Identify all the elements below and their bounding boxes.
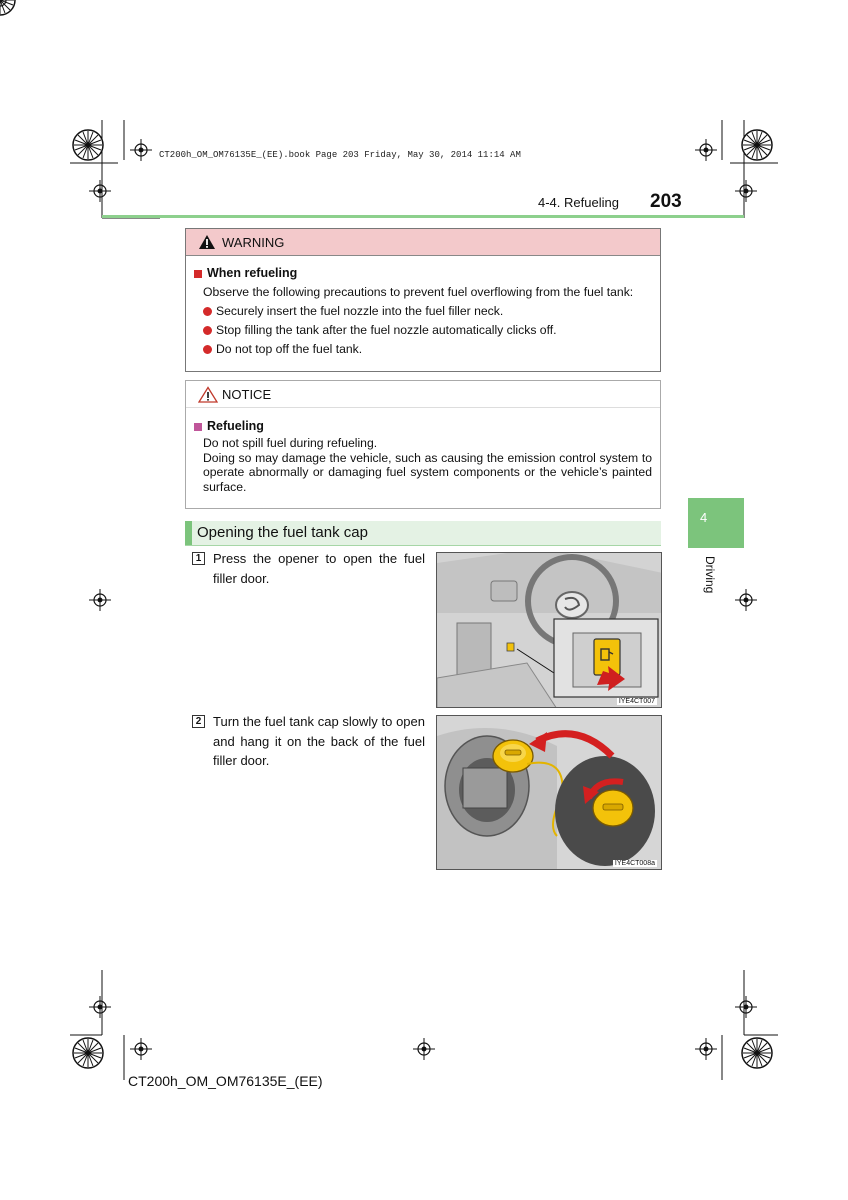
warning-intro: Observe the following precautions to prevent fuel overflowing from the fuel tank: (203, 285, 634, 299)
figure-code: IYE4CT007 (618, 698, 655, 705)
warning-box (185, 228, 661, 372)
footer-doc-id: CT200h_OM_OM76135E_(EE) (128, 1073, 323, 1089)
section-title-bar (185, 521, 661, 546)
figure-fuel-opener (436, 552, 662, 708)
notice-title-row (194, 417, 652, 436)
warning-title-row (194, 264, 652, 283)
dashboard-illustration (437, 553, 662, 708)
figure-code: IYE4CT008a (614, 860, 655, 867)
notice-box (185, 380, 661, 509)
magenta-square-icon (194, 423, 202, 431)
chapter-tab (688, 498, 744, 548)
step-number: 2 (192, 715, 205, 728)
warning-header (186, 229, 660, 256)
chapter-number: 4 (700, 510, 708, 525)
page-number: 203 (650, 191, 682, 212)
red-bullet-icon (203, 326, 212, 335)
print-info: CT200h_OM_OM76135E_(EE).book Page 203 Friday, May 30, 2014 11:14 AM (159, 150, 521, 160)
step-number: 1 (192, 552, 205, 565)
warning-bullet: Securely insert the fuel nozzle into the fuel filler neck. (194, 302, 652, 321)
step-text: Press the opener to open the fuel filler door. (213, 551, 425, 586)
step-text: Turn the fuel tank cap slowly to open and hang it on the back of the fuel filler door. (213, 714, 425, 768)
notice-header (186, 381, 660, 408)
section-header: 4-4. Refueling (538, 195, 619, 210)
warning-triangle-icon (198, 234, 216, 250)
notice-title: Refueling (207, 419, 264, 433)
notice-line: Do not spill fuel during refueling. (203, 436, 378, 450)
notice-triangle-icon (198, 386, 218, 403)
notice-heading: NOTICE (222, 386, 272, 402)
warning-title: When refueling (207, 266, 298, 280)
warning-bullet: Stop filling the tank after the fuel nozzle automatically clicks off. (194, 321, 652, 340)
chapter-label: Driving (703, 556, 717, 594)
red-bullet-icon (203, 345, 212, 354)
fuel-cap-illustration (437, 716, 662, 870)
figure-fuel-cap (436, 715, 662, 870)
warning-bullet: Do not top off the fuel tank. (194, 340, 652, 359)
header-rule (102, 215, 744, 218)
red-square-icon (194, 270, 202, 278)
warning-heading: WARNING (222, 234, 285, 250)
section-accent (185, 521, 192, 545)
red-bullet-icon (203, 307, 212, 316)
notice-line: Doing so may damage the vehicle, such as causing the emission control system to operate abnormally or damaging fuel system components or the vehicle’s painted surface. (203, 450, 652, 494)
section-title: Opening the fuel tank cap (197, 524, 368, 541)
